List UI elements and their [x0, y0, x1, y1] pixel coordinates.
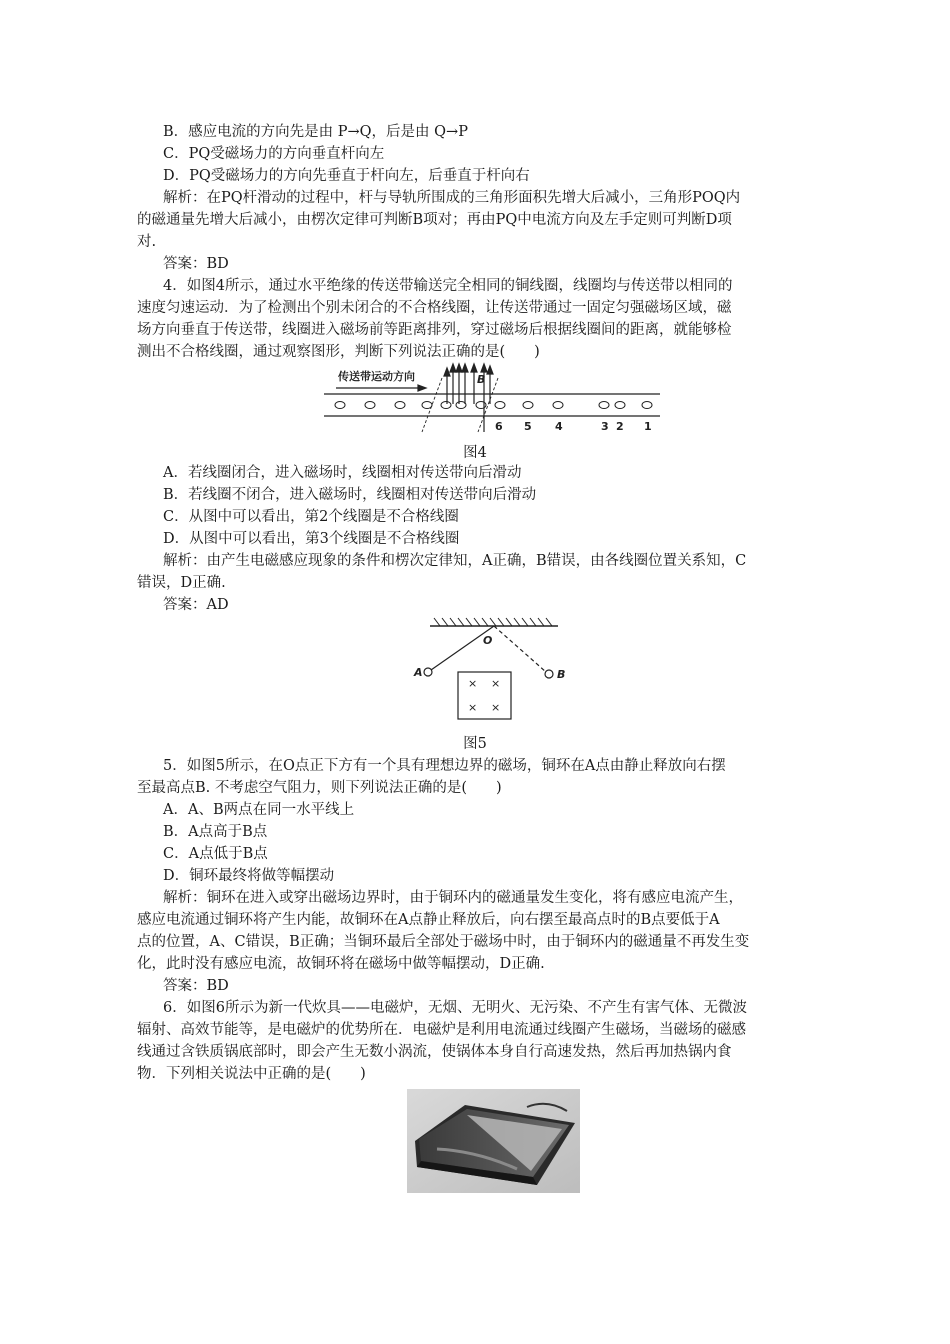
q4-stem-line: 场方向垂直于传送带，线圈进入磁场前等距离排列，穿过磁场后根据线圈间的距离，就能够检: [137, 322, 732, 338]
point-a-label: A: [414, 666, 423, 679]
q6-stem-line: 物．下列相关说法中正确的是( ): [137, 1066, 366, 1082]
q5-option-a: A．A、B两点在同一水平线上: [163, 802, 355, 818]
q4-stem-line: 4．如图4所示，通过水平绝缘的传送带输送完全相同的铜线圈，线圈均与传送带以相同的: [163, 278, 733, 294]
q6-stem-line: 线通过含铁质锅底部时，即会产生无数小涡流，使锅体本身自行高速发热，然后再加热锅内食: [137, 1044, 732, 1060]
q5-option-b: B．A点高于B点: [163, 824, 268, 840]
coil-number: 6: [495, 420, 503, 433]
q4-answer: 答案：AD: [163, 597, 229, 613]
coil-number: 2: [616, 420, 624, 433]
q5-analysis-line: 化，此时没有感应电流，故铜环将在磁场中做等幅摆动，D正确.: [137, 956, 545, 972]
conveyor-direction-label: 传送带运动方向: [338, 370, 415, 383]
q4-analysis-line: 解析：由产生电磁感应现象的条件和楞次定律知，A正确，B错误，由各线圈位置关系知，C: [163, 553, 747, 569]
q4-option-d: D．从图中可以看出，第3个线圈是不合格线圈: [163, 531, 460, 547]
q5-stem-line: 至最高点B. 不考虑空气阻力，则下列说法正确的是( ): [137, 780, 502, 796]
q3-answer: 答案：BD: [163, 256, 229, 272]
field-mark: ×: [468, 701, 478, 714]
q4-stem-line: 测出不合格线圈，通过观察图形，判断下列说法正确的是( ): [137, 344, 540, 360]
q4-option-c: C．从图中可以看出，第2个线圈是不合格线圈: [163, 509, 459, 525]
q5-option-c: C．A点低于B点: [163, 846, 268, 862]
q6-stem-line: 6．如图6所示为新一代炊具——电磁炉，无烟、无明火、无污染、不产生有害气体、无微波: [163, 1000, 747, 1016]
q5-analysis-line: 感应电流通过铜环将产生内能，故铜环在A点静止释放后，向右摆至最高点时的B点要低于A: [137, 912, 720, 928]
q4-option-a: A．若线圈闭合，进入磁场时，线圈相对传送带向后滑动: [163, 465, 522, 481]
figure-4-caption: 图4: [463, 445, 487, 461]
q3-option-d: D．PQ受磁场力的方向先垂直于杆向左，后垂直于杆向右: [163, 168, 530, 184]
q3-option-c: C．PQ受磁场力的方向垂直杆向左: [163, 146, 385, 162]
field-mark: ×: [491, 701, 501, 714]
field-mark: ×: [468, 677, 478, 690]
induction-cooker-photo: [407, 1089, 580, 1193]
q5-option-d: D．铜环最终将做等幅摆动: [163, 868, 335, 884]
q4-option-b: B．若线圈不闭合，进入磁场时，线圈相对传送带向后滑动: [163, 487, 537, 503]
coil-number: 4: [555, 420, 563, 433]
q5-analysis-line: 解析：铜环在进入或穿出磁场边界时，由于铜环内的磁通量发生变化，将有感应电流产生，: [163, 890, 743, 906]
field-b-label: B: [477, 373, 486, 386]
q5-answer: 答案：BD: [163, 978, 229, 994]
field-mark: ×: [491, 677, 501, 690]
q3-analysis-line: 的磁通量先增大后减小，由楞次定律可判断B项对；再由PQ中电流方向及左手定则可判断D项: [137, 212, 732, 228]
point-b-label: B: [557, 668, 566, 681]
q3-option-b: B．感应电流的方向先是由 P→Q，后是由 Q→P: [163, 124, 468, 140]
coil-number: 1: [644, 420, 652, 433]
figure-4-conveyor: [322, 360, 662, 438]
figure-5-pendulum: [410, 614, 580, 730]
q5-stem-line: 5．如图5所示，在O点正下方有一个具有理想边界的磁场，铜环在A点由静止释放向右摆: [163, 758, 726, 774]
q3-analysis-line: 对.: [137, 234, 157, 250]
q5-analysis-line: 点的位置，A、C错误，B正确；当铜环最后全部处于磁场中时，由于铜环内的磁通量不再发生变: [137, 934, 750, 950]
point-o-label: O: [483, 634, 493, 647]
q6-stem-line: 辐射、高效节能等，是电磁炉的优势所在．电磁炉是利用电流通过线圈产生磁场，当磁场的磁感: [137, 1022, 746, 1038]
q4-stem-line: 速度匀速运动．为了检测出个别未闭合的不合格线圈，让传送带通过一固定匀强磁场区域，磁: [137, 300, 732, 316]
coil-number: 3: [601, 420, 609, 433]
figure-5-caption: 图5: [463, 736, 487, 752]
q3-analysis-line: 解析：在PQ杆滑动的过程中，杆与导轨所围成的三角形面积先增大后减小，三角形POQ内: [163, 190, 741, 206]
q4-analysis-line: 错误，D正确.: [137, 575, 226, 591]
coil-number: 5: [524, 420, 532, 433]
